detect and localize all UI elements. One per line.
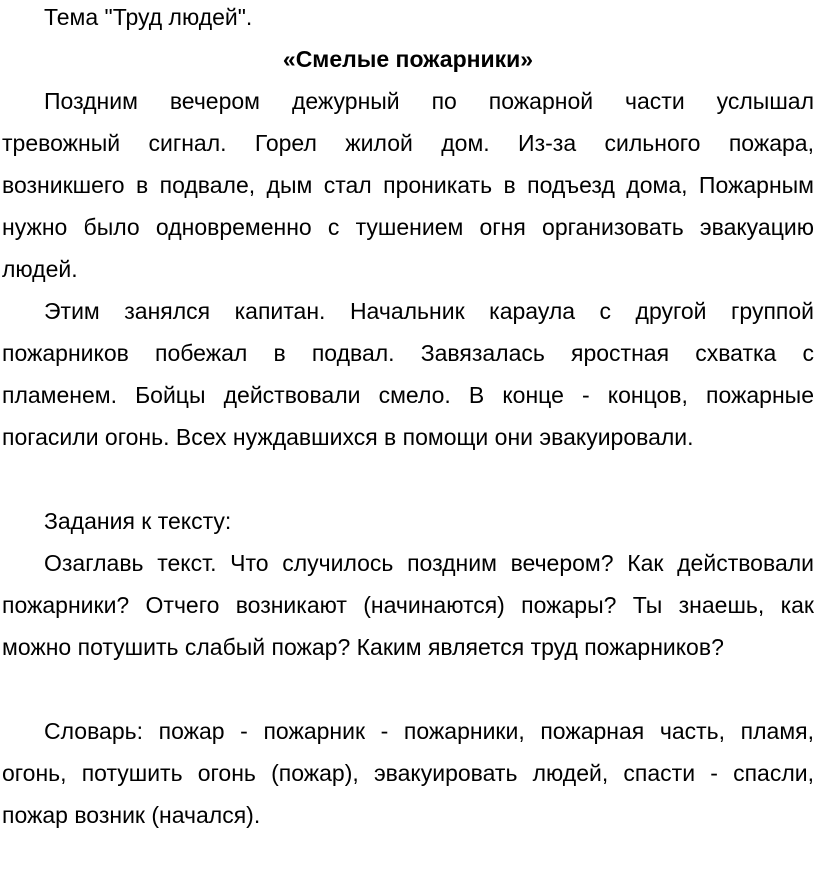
tasks-heading: Задания к тексту: xyxy=(44,508,232,534)
tasks-line: пожарники? Отчего возникают (начинаются) пожары? Ты знаешь, как xyxy=(2,592,814,618)
paragraph-1 xyxy=(2,80,814,290)
paragraph-1-line: людей. xyxy=(2,256,78,282)
paragraph-2-line: погасили огонь. Всех нуждавшихся в помощи они эвакуировали. xyxy=(2,424,694,450)
paragraph-2-line: Этим занялся капитан. Начальник караула с другой группой xyxy=(44,298,814,324)
tasks-line: можно потушить слабый пожар? Каким является труд пожарников? xyxy=(2,634,724,660)
tasks-section xyxy=(2,500,814,668)
paragraph-1-line: Поздним вечером дежурный по пожарной части услышал xyxy=(44,88,814,114)
paragraph-1-line: нужно было одновременно с тушением огня организовать эвакуацию xyxy=(2,214,814,240)
story-title: «Смелые пожарники» xyxy=(282,46,534,72)
vocabulary-line: пожар возник (начался). xyxy=(2,802,261,828)
paragraph-1-line: возникшего в подвале, дым стал проникать в подъезд дома, Пожарным xyxy=(2,172,814,198)
topic-line: Тема "Труд людей". xyxy=(44,4,253,30)
vocabulary-section xyxy=(2,710,814,836)
paragraph-2-line: пожарников побежал в подвал. Завязалась яростная схватка с xyxy=(2,340,814,366)
paragraph-1-line: тревожный сигнал. Горел жилой дом. Из-за сильного пожара, xyxy=(2,130,814,156)
tasks-line: Озаглавь текст. Что случилось поздним вечером? Как действовали xyxy=(44,550,814,576)
paragraph-2-line: пламенем. Бойцы действовали смело. В конце - концов, пожарные xyxy=(2,382,814,408)
vocabulary-line: огонь, потушить огонь (пожар), эвакуировать людей, спасти - спасли, xyxy=(2,760,814,786)
paragraph-2 xyxy=(2,290,814,458)
vocabulary-line: Словарь: пожар - пожарник - пожарники, пожарная часть, пламя, xyxy=(44,718,814,744)
